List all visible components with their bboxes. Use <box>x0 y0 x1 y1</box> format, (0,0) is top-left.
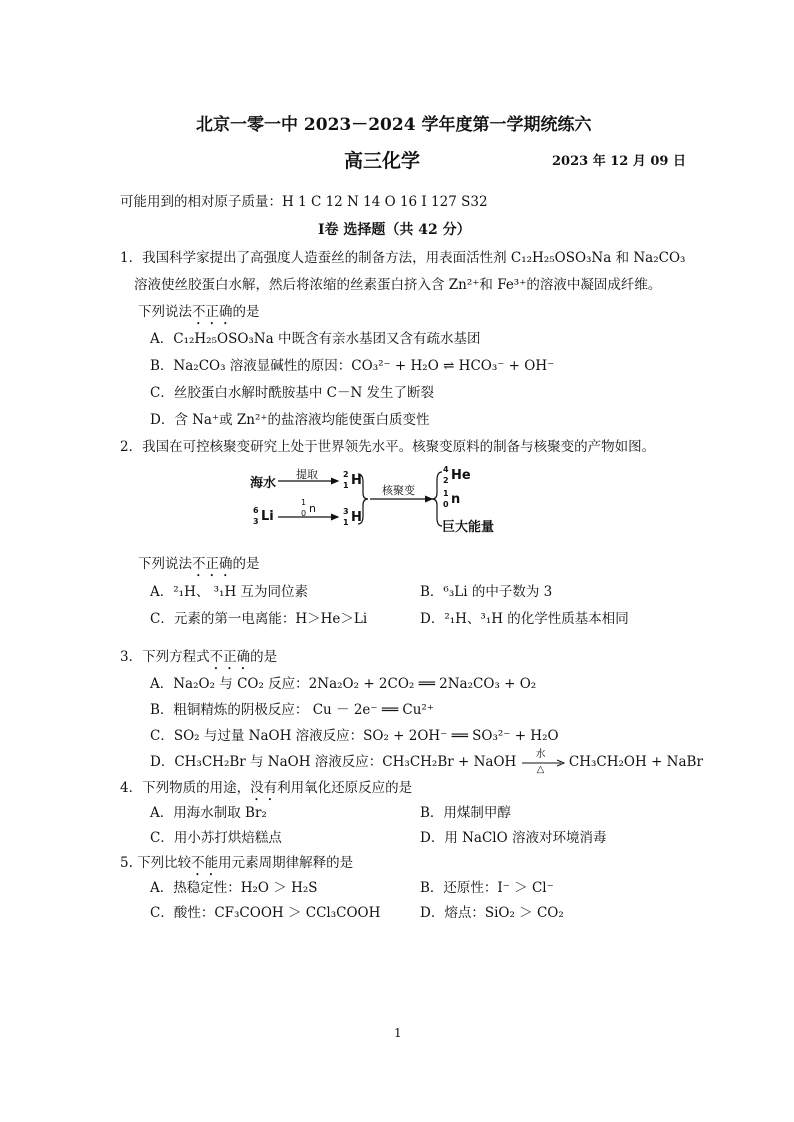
q1-stem-line1: 1．我国科学家提出了高强度人造蚕丝的制备方法，用表面活性剂 C₁₂H₂₅OSO₃Na 和 Na₂CO₃ <box>120 250 686 266</box>
q3-prompt-post: 的是 <box>250 649 278 665</box>
q2-stem: 2．我国在可控核聚变研究上处于世界领先水平。核聚变原料的制备与核聚变的产物如图。 <box>120 439 656 455</box>
q2-option-a: A．²₁H、 ³₁H 互为同位素 <box>150 584 309 600</box>
q1-option-b: B．Na₂CO₃ 溶液显碱性的原因：CO₃²⁻ + H₂O ⇌ HCO₃⁻ + OH⁻ <box>150 358 555 374</box>
q4-option-c: C．用小苏打烘焙糕点 <box>150 830 282 846</box>
q3-prompt <box>120 645 277 673</box>
arrow-condition-top: 水 <box>535 748 546 760</box>
fusion-diagram <box>250 460 510 540</box>
q1-prompt-emphasis: 不正确 <box>192 304 233 320</box>
q1-option-c: C．丝胶蛋白水解时酰胺基中 C－N 发生了断裂 <box>150 385 435 401</box>
q5-prompt-pre: 5. 下列比较 <box>120 855 192 871</box>
q4-option-b: B．用煤制甲醇 <box>420 805 511 821</box>
q4-prompt-emphasis: 没有 <box>250 780 278 796</box>
q1-option-d: D．含 Na⁺或 Zn²⁺的盐溶液均能使蛋白质变性 <box>150 412 430 428</box>
q5-option-c: C．酸性：CF₃COOH ＞ CCl₃COOH <box>150 905 381 921</box>
lithium-label: 6 3 Li <box>253 505 274 526</box>
q3-prompt-pre: 3．下列方程式 <box>120 649 210 665</box>
q1-stem-line2: 溶液使丝胶蛋白水解，然后将浓缩的丝素蛋白挤入含 Zn²⁺和 Fe³⁺的溶液中凝固成纤维。 <box>134 277 662 293</box>
q5-prompt-emphasis: 不能 <box>191 855 219 871</box>
q4-prompt <box>120 776 412 804</box>
deuterium-label: 2 1 H <box>343 469 362 490</box>
exam-date: 2023 年 12 月 09 日 <box>552 154 686 169</box>
exam-title: 北京一零一中 2023－2024 学年度第一学期统练六 <box>196 115 592 135</box>
neutron-reactant-label: 1 0 n <box>301 498 316 518</box>
q5-prompt-post: 用元素周期律解释的是 <box>218 855 354 871</box>
helium-label: 4 2 He <box>443 464 471 485</box>
q1-option-a: A．C₁₂H₂₅OSO₃Na 中既含有亲水基团又含有疏水基团 <box>150 331 481 347</box>
q2-prompt <box>138 552 260 580</box>
atomic-mass-note: 可能用到的相对原子质量：H 1 C 12 N 14 O 16 I 127 S32 <box>120 194 488 210</box>
q4-option-d: D．用 NaClO 溶液对环境消毒 <box>420 830 607 846</box>
tritium-label: 3 1 H <box>343 506 362 527</box>
right-brace <box>432 472 442 526</box>
q3-prompt-emphasis: 不正确 <box>209 649 251 665</box>
q4-prompt-pre: 4．下列物质的用途， <box>120 780 251 796</box>
subject-title: 高三化学 <box>344 150 421 172</box>
q3-option-d-products: CH₃CH₂OH + NaBr <box>568 754 703 770</box>
q1-prompt-pre: 下列说法 <box>138 304 192 320</box>
q2-prompt-post: 的是 <box>232 556 260 572</box>
q1-prompt <box>138 300 260 328</box>
q5-option-d: D．熔点：SiO₂ ＞ CO₂ <box>420 905 564 921</box>
q4-prompt-post: 利用氧化还原反应的是 <box>277 780 413 796</box>
heat-water-arrow <box>521 748 565 775</box>
arrow-condition-bottom: △ <box>536 763 545 775</box>
q5-prompt <box>120 851 353 879</box>
q2-option-d: D．²₁H、³₁H 的化学性质基本相同 <box>420 611 629 627</box>
q1-prompt-post: 的是 <box>232 304 260 320</box>
q3-option-d-reactants: D．CH₃CH₂Br 与 NaOH 溶液反应：CH₃CH₂Br + NaOH <box>150 754 517 770</box>
energy-label: 巨大能量 <box>442 520 495 535</box>
neutron-product-label: 1 0 n <box>443 488 461 509</box>
q3-option-a: A．Na₂O₂ 与 CO₂ 反应：2Na₂O₂ + 2CO₂ ══ 2Na₂CO₃ + O₂ <box>150 676 537 692</box>
q4-option-a: A．用海水制取 Br₂ <box>150 805 267 821</box>
q3-option-d <box>150 748 703 775</box>
q5-option-a: A．热稳定性：H₂O ＞ H₂S <box>150 880 318 896</box>
q2-prompt-pre: 下列说法 <box>138 556 192 572</box>
section-heading: I卷 选择题（共 42 分） <box>318 222 471 238</box>
q2-option-b: B．⁶₃Li 的中子数为 3 <box>420 584 553 600</box>
q3-option-b: B．粗铜精炼的阴极反应： Cu － 2e⁻ ══ Cu²⁺ <box>150 702 434 718</box>
extract-label: 提取 <box>296 468 318 481</box>
fusion-label: 核聚变 <box>382 484 415 497</box>
q2-prompt-emphasis: 不正确 <box>192 556 233 572</box>
q2-option-c: C．元素的第一电离能：H＞He＞Li <box>150 611 368 627</box>
seawater-label: 海水 <box>250 476 277 491</box>
page-number: 1 <box>394 1026 402 1040</box>
q5-option-b: B．还原性：I⁻ ＞ Cl⁻ <box>420 880 554 896</box>
q3-option-c: C．SO₂ 与过量 NaOH 溶液反应：SO₂ + 2OH⁻ ══ SO₃²⁻ + H₂O <box>150 728 559 744</box>
